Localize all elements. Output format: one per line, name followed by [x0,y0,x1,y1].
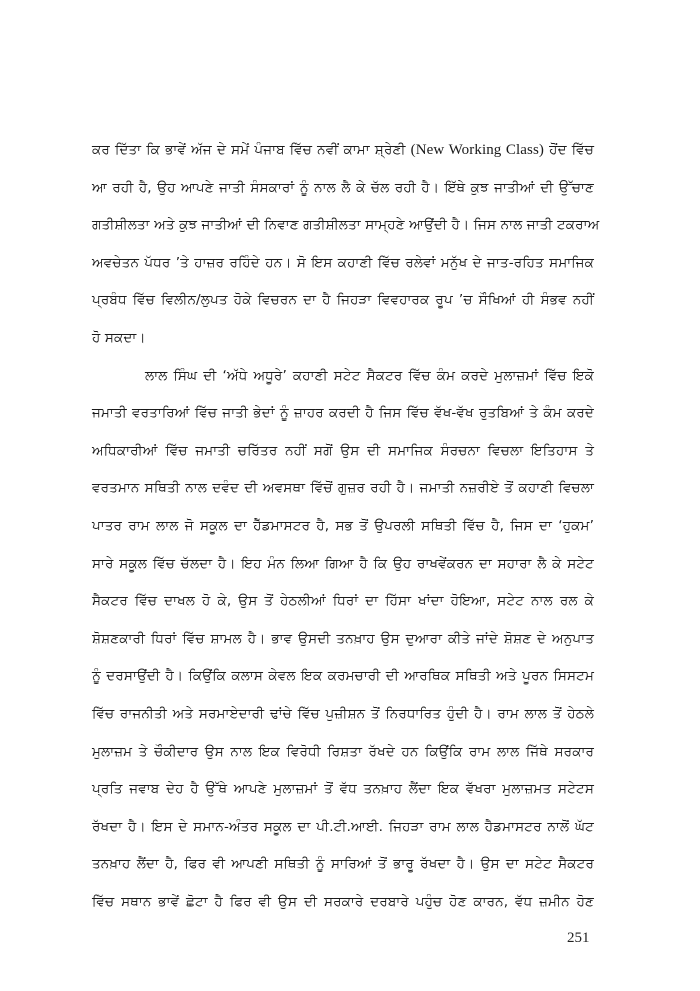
text-line: ਅਧਿਕਾਰੀਆਂ ਵਿੱਚ ਜਮਾਤੀ ਚਰਿੱਤਰ ਨਹੀਂ ਸਗੋਂ ਉਸ ਦੀ ਸਮਾਜਿਕ ਸੰਰਚਨਾ ਵਿਚਲਾ ਇਤਿਹਾਸ ਤੇ [92,442,594,459]
text-line: ਪ੍ਰਤਿ ਜਵਾਬ ਦੇਹ ਹੈ ਉੱਥੇ ਆਪਣੇ ਮੁਲਾਜ਼ਮਾਂ ਤੋਂ ਵੱਧ ਤਨਖ਼ਾਹ ਲੈਂਦਾ ਇਕ ਵੱਖਰਾ ਮੁਲਾਜ਼ਮਤ ਸਟੇਟਸ [92,781,594,798]
text-line: ਜਮਾਤੀ ਵਰਤਾਰਿਆਂ ਵਿੱਚ ਜਾਤੀ ਭੇਦਾਂ ਨੂੰ ਜ਼ਾਹਰ ਕਰਦੀ ਹੈ ਜਿਸ ਵਿੱਚ ਵੱਖ-ਵੱਖ ਰੁਤਬਿਆਂ ਤੇ ਕੰਮ ਕਰਦੇ [92,405,594,422]
text-line: ਕਰ ਦਿੱਤਾ ਕਿ ਭਾਵੇਂ ਅੱਜ ਦੇ ਸਮੇਂ ਪੰਜਾਬ ਵਿੱਚ ਨਵੀਂ ਕਾਮਾ ਸ਼੍ਰੇਣੀ (New Working Class) ਹੋਂਦ ਵਿੱਚ [92,142,594,158]
english-term: (New Working Class) [410,142,545,158]
text-line: ਹੋ ਸਕਦਾ। [92,329,146,346]
text-line: ਸ਼ੋਸ਼ਣਕਾਰੀ ਧਿਰਾਂ ਵਿੱਚ ਸ਼ਾਮਲ ਹੈ। ਭਾਵ ਉਸਦੀ ਤਨਖ਼ਾਹ ਉਸ ਦੁਆਰਾ ਕੀਤੇ ਜਾਂਦੇ ਸ਼ੋਸ਼ਣ ਦੇ ਅਨੁਪਾਤ [92,630,594,647]
text-line: ਪਾਤਰ ਰਾਮ ਲਾਲ ਜੋ ਸਕੂਲ ਦਾ ਹੈੱਡਮਾਸਟਰ ਹੈ, ਸਭ ਤੋਂ ਉਪਰਲੀ ਸਥਿਤੀ ਵਿੱਚ ਹੈ, ਜਿਸ ਦਾ ‘ਹੁਕਮ’ [92,517,594,534]
body-text [92,136,600,925]
paragraph-2 [92,362,594,926]
text-line: ਵਰਤਮਾਨ ਸਥਿਤੀ ਨਾਲ ਦਵੰਦ ਦੀ ਅਵਸਥਾ ਵਿੱਚੋਂ ਗੁਜ਼ਰ ਰਹੀ ਹੈ। ਜਮਾਤੀ ਨਜ਼ਰੀਏ ਤੋਂ ਕਹਾਣੀ ਵਿਚਲਾ [92,480,594,497]
text-line: ਤਨਖ਼ਾਹ ਲੈਂਦਾ ਹੈ, ਫਿਰ ਵੀ ਆਪਣੀ ਸਥਿਤੀ ਨੂੰ ਸਾਰਿਆਂ ਤੋਂ ਭਾਰੂ ਰੱਖਦਾ ਹੈ। ਉਸ ਦਾ ਸਟੇਟ ਸੈਕਟਰ [92,856,594,873]
text-line: ਵਿੱਚ ਰਾਜਨੀਤੀ ਅਤੇ ਸਰਮਾਏਦਾਰੀ ਢਾਂਚੇ ਵਿੱਚ ਪੁਜ਼ੀਸ਼ਨ ਤੋਂ ਨਿਰਧਾਰਿਤ ਹੁੰਦੀ ਹੈ। ਰਾਮ ਲਾਲ ਤੋਂ ਹੇਠਲੇ [92,705,594,722]
text-line: ਆ ਰਹੀ ਹੈ, ਉਹ ਆਪਣੇ ਜਾਤੀ ਸੰਸਕਾਰਾਂ ਨੂੰ ਨਾਲ ਲੈ ਕੇ ਚੱਲ ਰਹੀ ਹੈ। ਇੱਥੇ ਕੁਝ ਜਾਤੀਆਂ ਦੀ ਉੱਚਾਣ [92,179,594,196]
text-line: ਪ੍ਰਬੰਧ ਵਿੱਚ ਵਿਲੀਨ/ਲੁਪਤ ਹੋਕੇ ਵਿਚਰਨ ਦਾ ਹੈ ਜਿਹੜਾ ਵਿਵਹਾਰਕ ਰੂਪ ’ਚ ਸੌਖਿਆਂ ਹੀ ਸੰਭਵ ਨਹੀਂ [92,292,594,309]
page-number: 251 [567,930,590,946]
text-line: ਸੈਕਟਰ ਵਿੱਚ ਦਾਖਲ ਹੋ ਕੇ, ਉਸ ਤੋਂ ਹੇਠਲੀਆਂ ਧਿਰਾਂ ਦਾ ਹਿੱਸਾ ਖਾਂਦਾ ਹੋਇਆ, ਸਟੇਟ ਨਾਲ ਰਲ ਕੇ [92,593,594,610]
text-line: ਸਾਰੇ ਸਕੂਲ ਵਿੱਚ ਚੱਲਦਾ ਹੈ। ਇਹ ਮੰਨ ਲਿਆ ਗਿਆ ਹੈ ਕਿ ਉਹ ਰਾਖਵੇਂਕਰਨ ਦਾ ਸਹਾਰਾ ਲੈ ਕੇ ਸਟੇਟ [92,555,594,572]
text-line: ਮੁਲਾਜ਼ਮ ਤੇ ਚੌਕੀਦਾਰ ਉਸ ਨਾਲ ਇਕ ਵਿਰੋਧੀ ਰਿਸ਼ਤਾ ਰੱਖਦੇ ਹਨ ਕਿਉਂਕਿ ਰਾਮ ਲਾਲ ਜਿੱਥੇ ਸਰਕਾਰ [92,743,594,760]
text-line: ਲਾਲ ਸਿੰਘ ਦੀ ‘ਅੱਧੇ ਅਧੂਰੇ’ ਕਹਾਣੀ ਸਟੇਟ ਸੈਕਟਰ ਵਿੱਚ ਕੰਮ ਕਰਦੇ ਮੁਲਾਜ਼ਮਾਂ ਵਿੱਚ ਇਕੋ [145,367,594,384]
text-line: ਵਿੱਚ ਸਥਾਨ ਭਾਵੇਂ ਛੋਟਾ ਹੈ ਫਿਰ ਵੀ ਉਸ ਦੀ ਸਰਕਾਰੇ ਦਰਬਾਰੇ ਪਹੁੰਚ ਹੋਣ ਕਾਰਨ, ਵੱਧ ਜ਼ਮੀਨ ਹੋਣ [92,893,594,910]
text-line: ਗਤੀਸ਼ੀਲਤਾ ਅਤੇ ਕੁਝ ਜਾਤੀਆਂ ਦੀ ਨਿਵਾਣ ਗਤੀਸ਼ੀਲਤਾ ਸਾਮ੍ਹਣੇ ਆਉਂਦੀ ਹੈ। ਜਿਸ ਨਾਲ ਜਾਤੀ ਟਕਰਾਅ [92,217,600,234]
text-line: ਨੂੰ ਦਰਸਾਉਂਦੀ ਹੈ। ਕਿਉਂਕਿ ਕਲਾਸ ਕੇਵਲ ਇਕ ਕਰਮਚਾਰੀ ਦੀ ਆਰਥਿਕ ਸਥਿਤੀ ਅਤੇ ਪੂਰਨ ਸਿਸਟਮ [92,668,594,685]
text-line: ਅਵਚੇਤਨ ਪੱਧਰ ’ਤੇ ਹਾਜ਼ਰ ਰਹਿੰਦੇ ਹਨ। ਸੋ ਇਸ ਕਹਾਣੀ ਵਿੱਚ ਰਲੇਵਾਂ ਮਨੁੱਖ ਦੇ ਜਾਤ-ਰਹਿਤ ਸਮਾਜਿਕ [92,254,594,271]
text-line: ਰੱਖਦਾ ਹੈ। ਇਸ ਦੇ ਸਮਾਨ-ਅੰਤਰ ਸਕੂਲ ਦਾ ਪੀ.ਟੀ.ਆਈ. ਜਿਹੜਾ ਰਾਮ ਲਾਲ ਹੈਡਮਾਸਟਰ ਨਾਲੋਂ ਘੱਟ [92,818,594,835]
paragraph-1 [92,136,600,362]
